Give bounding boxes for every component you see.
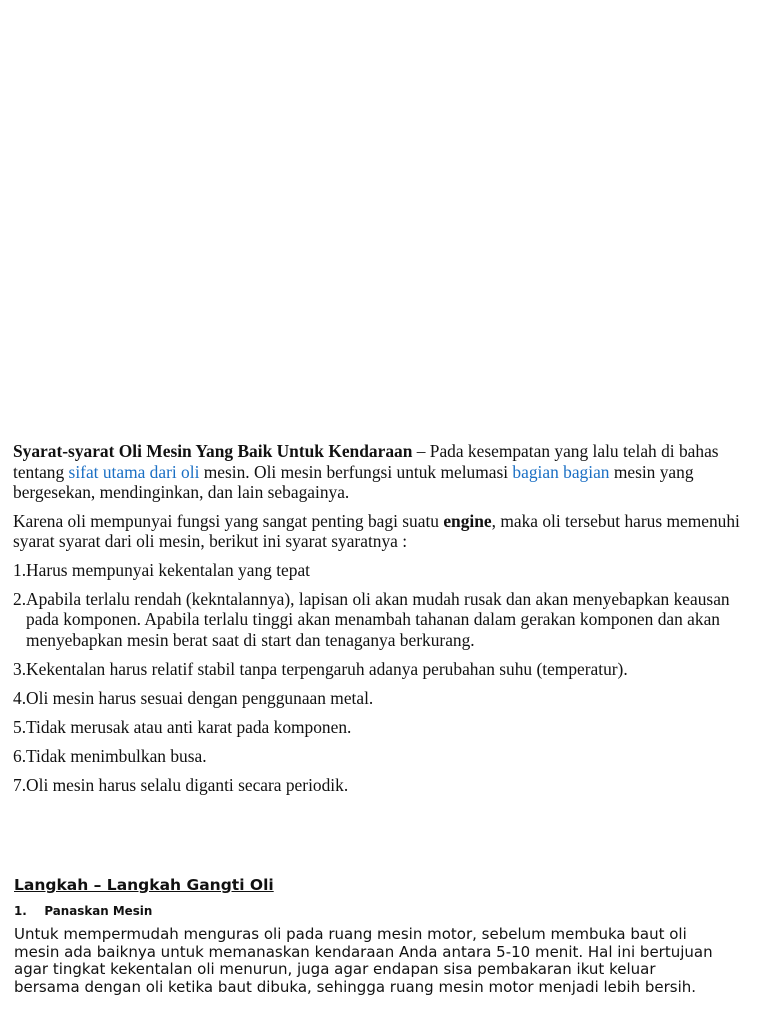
list-item-number: 3. <box>13 658 27 679</box>
para2-text-1: Karena oli mempunyai fungsi yang sangat penting bagi suatu <box>13 510 444 531</box>
list-item-number: 2. <box>13 588 27 609</box>
list-item-number: 4. <box>13 687 27 708</box>
list-item-number: 5. <box>13 716 27 737</box>
list-item-text: Tidak merusak atau anti karat pada komponen. <box>26 716 352 737</box>
step-number: 1. <box>14 903 27 918</box>
step-heading <box>14 903 708 919</box>
requirements-intro-paragraph <box>13 511 753 552</box>
engine-bold: engine <box>443 510 492 531</box>
list-item-number: 6. <box>13 745 27 766</box>
list-item-text: Oli mesin harus sesuai dengan penggunaan metal. <box>26 687 374 708</box>
list-item-number: 7. <box>13 774 27 795</box>
list-item-text: Kekentalan harus relatif stabil tanpa terpengaruh adanya perubahan suhu (temperatur). <box>26 658 628 679</box>
list-item <box>13 746 753 767</box>
list-item-text: Harus mempunyai kekentalan yang tepat <box>26 559 310 580</box>
list-item-text: Tidak menimbulkan busa. <box>26 745 207 766</box>
intro-paragraph <box>13 441 753 503</box>
list-item <box>13 659 753 680</box>
list-item-number: 1. <box>13 559 27 580</box>
list-item-text: Apabila terlalu rendah (kekntalannya), lapisan oli akan mudah rusak dan akan menyebapkan keausan pada komponen. Apabila terlalu tinggi akan menambah tahanan dalam gerakan komponen dan akan menyebapkan mesin berat saat di start dan tenaganya berkurang. <box>26 588 730 650</box>
list-item <box>13 775 753 796</box>
requirements-list <box>13 560 753 796</box>
list-item <box>13 688 753 709</box>
list-item-text: Oli mesin harus selalu diganti secara periodik. <box>26 774 349 795</box>
para2-text-2: , maka oli tersebut harus memenuhi syarat syarat dari oli mesin, berikut ini syarat syaratnya : <box>13 510 740 551</box>
link-bagian-bagian[interactable]: bagian bagian <box>512 461 610 482</box>
step-title: Panaskan Mesin <box>44 903 153 918</box>
intro-text-1: – Pada kesempatan yang lalu telah di bahas tentang <box>13 441 719 482</box>
article-title: Syarat-syarat Oli Mesin Yang Baik Untuk Kendaraan <box>13 441 413 461</box>
step-body: Untuk mempermudah menguras oli pada ruang mesin motor, sebelum membuka baut oli mesin ada baiknya untuk memanaskan kendaraan Anda antara 5-10 menit. Hal ini bertujuan agar tingkat kekentalan oli menurun, juga agar endapan sisa pembakaran ikut keluar bersama dengan oli ketika baut dibuka, sehingga ruang mesin motor menjadi lebih bersih. <box>14 925 713 996</box>
list-item <box>13 717 753 738</box>
list-item <box>13 560 753 581</box>
intro-text-3: mesin yang bergesekan, mendinginkan, dan lain sebagainya. <box>13 461 694 502</box>
list-item <box>13 589 753 651</box>
oil-change-steps <box>14 876 744 996</box>
intro-text-2: mesin. Oli mesin berfungsi untuk melumasi <box>199 461 513 482</box>
steps-title: Langkah – Langkah Gangti Oli <box>14 876 274 894</box>
article <box>13 441 753 804</box>
link-sifat-utama-oli[interactable]: sifat utama dari oli <box>68 461 200 482</box>
